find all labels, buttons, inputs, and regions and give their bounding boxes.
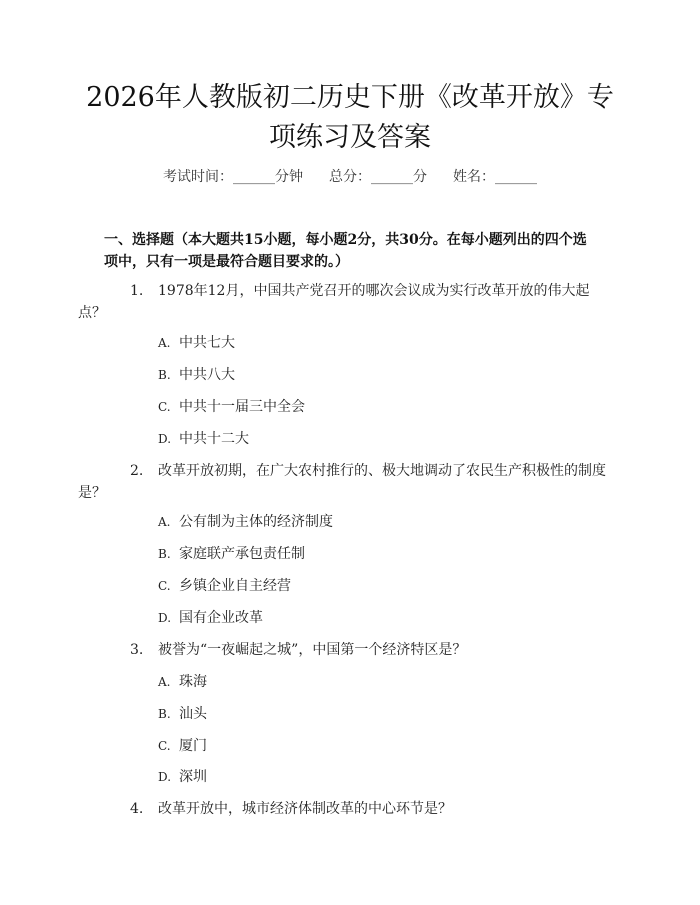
question-4 bbox=[104, 798, 620, 820]
option-letter: B. bbox=[158, 547, 171, 561]
exam-name: 姓名：______ bbox=[453, 169, 537, 185]
question-text-cont: 点？ bbox=[78, 305, 106, 321]
question-text-cont: 是？ bbox=[78, 485, 106, 501]
option-3b bbox=[158, 703, 598, 725]
option-3d bbox=[158, 766, 598, 788]
question-number: 2. bbox=[130, 463, 144, 479]
option-1a bbox=[158, 332, 598, 354]
option-text: 深圳 bbox=[179, 769, 207, 785]
section-heading bbox=[104, 229, 624, 273]
option-text: 中共八大 bbox=[179, 367, 235, 383]
option-letter: C. bbox=[158, 579, 171, 593]
exam-meta bbox=[0, 166, 700, 188]
question-number: 4. bbox=[130, 801, 144, 817]
option-text: 中共十一届三中全会 bbox=[179, 399, 305, 415]
question-number: 3. bbox=[130, 642, 144, 658]
option-2d bbox=[158, 607, 598, 629]
option-text: 公有制为主体的经济制度 bbox=[179, 514, 333, 530]
option-letter: D. bbox=[158, 770, 172, 784]
option-2b bbox=[158, 543, 598, 565]
option-letter: D. bbox=[158, 611, 172, 625]
option-3a bbox=[158, 671, 598, 693]
question-text: 改革开放中，城市经济体制改革的中心环节是？ bbox=[158, 801, 452, 817]
section-heading-line-1: 一、选择题（本大题共15小题，每小题2分，共30分。在每小题列出的四个选 bbox=[104, 232, 587, 248]
option-text: 中共十二大 bbox=[179, 431, 249, 447]
title-line-2: 项练习及答案 bbox=[269, 122, 431, 153]
option-1d bbox=[158, 428, 598, 450]
option-2c bbox=[158, 575, 598, 597]
option-text: 厦门 bbox=[179, 738, 207, 754]
option-letter: B. bbox=[158, 707, 171, 721]
option-text: 珠海 bbox=[179, 674, 207, 690]
option-1c bbox=[158, 396, 598, 418]
option-letter: C. bbox=[158, 739, 171, 753]
option-text: 乡镇企业自主经营 bbox=[179, 578, 291, 594]
question-text: 被誉为“一夜崛起之城”，中国第一个经济特区是？ bbox=[158, 642, 467, 658]
option-letter: A. bbox=[158, 336, 171, 350]
option-letter: D. bbox=[158, 432, 172, 446]
option-text: 国有企业改革 bbox=[179, 610, 263, 626]
option-2a bbox=[158, 511, 598, 533]
question-1 bbox=[78, 280, 620, 324]
question-number: 1. bbox=[130, 283, 144, 299]
section-heading-line-2: 项中，只有一项是最符合题目要求的。） bbox=[104, 254, 349, 270]
option-text: 汕头 bbox=[179, 706, 207, 722]
option-3c bbox=[158, 735, 598, 757]
exam-time: 考试时间：______分钟 bbox=[163, 169, 303, 185]
exam-score: 总分：______分 bbox=[329, 169, 427, 185]
title-line-1: 2026年人教版初二历史下册《改革开放》专 bbox=[86, 82, 614, 113]
option-letter: B. bbox=[158, 368, 171, 382]
option-1b bbox=[158, 364, 598, 386]
option-text: 中共七大 bbox=[179, 335, 235, 351]
question-text: 1978年12月，中国共产党召开的哪次会议成为实行改革开放的伟大起 bbox=[158, 283, 590, 299]
question-2 bbox=[78, 460, 620, 504]
question-text: 改革开放初期，在广大农村推行的、极大地调动了农民生产积极性的制度 bbox=[158, 463, 606, 479]
option-letter: A. bbox=[158, 675, 171, 689]
option-letter: A. bbox=[158, 515, 171, 529]
question-3 bbox=[104, 639, 620, 661]
document-title bbox=[60, 78, 640, 158]
option-letter: C. bbox=[158, 400, 171, 414]
option-text: 家庭联产承包责任制 bbox=[179, 546, 305, 562]
